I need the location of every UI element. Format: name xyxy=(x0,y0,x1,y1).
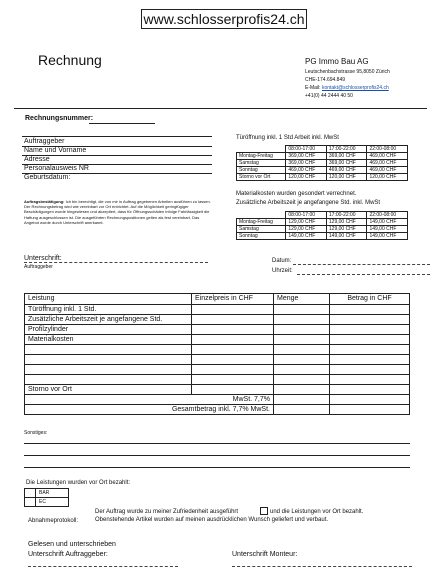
total-label: Gesamtbetrag inkl. 7,7% MwSt. xyxy=(25,405,274,415)
rate-label: Montag-Freitag xyxy=(237,219,286,226)
rate-header-row xyxy=(237,146,408,153)
item-label xyxy=(25,345,192,355)
satisfaction-checkbox[interactable] xyxy=(260,507,268,515)
rate-value: 149,00 CHF xyxy=(326,233,367,240)
rates-additional-table xyxy=(236,211,408,240)
rate-row xyxy=(237,153,408,160)
rate-value: 149,00 CHF xyxy=(367,233,408,240)
items-table xyxy=(24,293,410,415)
rate-value: 469,00 CHF xyxy=(326,167,367,174)
company-address: Leutschenbachstrasse 95,8050 Zürich xyxy=(305,69,390,75)
table-row[interactable] xyxy=(25,345,410,355)
header-divider xyxy=(14,108,427,109)
header-leistung: Leistung xyxy=(25,294,192,305)
rate-label: Samstag xyxy=(237,226,286,233)
rate-value: 129,00 CHF xyxy=(326,226,367,233)
rate-value: 369,00 CHF xyxy=(326,153,367,160)
date-label: Datum: xyxy=(272,258,292,264)
rate-label: Sonntag xyxy=(237,167,286,174)
rate-label: Samstag xyxy=(237,160,286,167)
notes-line[interactable] xyxy=(24,467,410,468)
table-row[interactable] xyxy=(25,355,410,365)
rate-value: 149,00 CHF xyxy=(367,219,408,226)
rate-value: 120,00 CHF xyxy=(286,174,327,181)
table-row[interactable] xyxy=(25,385,410,395)
rate-col: 17:00-22:00 xyxy=(326,146,367,153)
rate-value: 469,00 CHF xyxy=(367,160,408,167)
terms-text: Ich bin berechtigt, die von mir in Auftrag gegebenen Arbeiten ausführen zu lassen. Der Rechnungsbetrag wird wie vereinbart vor Ort entrichtet. Auf die Möglichkeit geringfügiger Beschädigungen wurde hingewiesen und akzeptiert, dass für Öffnungsschäden infolge Fahrlässigkeit die Haftung ausgeschlossen ist. Die ausgeführten Rechnungspositionen gelten als fest vereinbart. Das Angebot wurde durch Unterschrift anerkannt. xyxy=(24,199,211,225)
payment-option-bar[interactable]: BAR xyxy=(39,490,50,496)
signature-label: Unterschrift: xyxy=(24,255,62,262)
invoice-number-label: Rechnungsnummer: xyxy=(25,115,94,122)
item-label: Türöffnung inkl. 1 Std. xyxy=(25,305,192,315)
website-banner xyxy=(141,9,307,29)
client-sign-field[interactable] xyxy=(28,566,178,567)
terms-block xyxy=(24,199,212,225)
rate-row xyxy=(237,219,408,226)
notes-line[interactable] xyxy=(24,455,410,456)
rate-value: 469,00 CHF xyxy=(367,153,408,160)
rate-row xyxy=(237,233,408,240)
item-label xyxy=(25,365,192,375)
client-field-id[interactable]: Personalausweis NR xyxy=(24,165,89,172)
items-header-row xyxy=(25,294,410,305)
page-title: Rechnung xyxy=(38,52,102,68)
read-signed-label: Gelesen und unterschrieben xyxy=(28,541,116,548)
signature-field[interactable] xyxy=(24,262,208,263)
rate-value: 149,00 CHF xyxy=(367,226,408,233)
rates-opening-title: Türöffnung inkl. 1 Std Arbeit inkl. MwSt xyxy=(236,135,339,141)
fitter-sign-label: Unterschrift Monteur: xyxy=(232,551,298,558)
time-field[interactable] xyxy=(297,274,430,275)
table-row[interactable] xyxy=(25,335,410,345)
rate-header-row xyxy=(237,212,408,219)
item-label xyxy=(25,355,192,365)
rate-value: 129,00 CHF xyxy=(286,219,327,226)
item-label: Zusätzliche Arbeitszeit je angefangene Std. xyxy=(25,315,192,325)
rate-row xyxy=(237,160,408,167)
table-row[interactable] xyxy=(25,365,410,375)
client-sign-label: Unterschrift Auftraggeber: xyxy=(28,551,108,558)
rates-opening-table xyxy=(236,145,408,181)
vat-row xyxy=(25,395,410,405)
company-block xyxy=(305,57,430,99)
rate-value: 369,00 CHF xyxy=(286,153,327,160)
rate-label: Sonntag xyxy=(237,233,286,240)
notes-label: Sonstiges: xyxy=(24,430,48,436)
rate-label: Storno vor Ort xyxy=(237,174,286,181)
rate-col: 17:00-22:00 xyxy=(326,212,367,219)
date-field[interactable] xyxy=(293,264,430,265)
rate-row xyxy=(237,167,408,174)
time-label: Uhrzeit: xyxy=(272,268,293,274)
rates-additional-title: Zusätzliche Arbeitszeit je angefangene Std. inkl. MwSt xyxy=(236,200,381,206)
vat-amount[interactable] xyxy=(330,395,410,405)
item-label: Materialkosten xyxy=(25,335,192,345)
item-label: Profilzylinder xyxy=(25,325,192,335)
rate-row xyxy=(237,174,408,181)
rate-row xyxy=(237,226,408,233)
website-url: www.schlosserprofis24.ch xyxy=(143,11,305,27)
total-amount[interactable] xyxy=(330,405,410,415)
rate-value: 149,00 CHF xyxy=(286,233,327,240)
table-row[interactable] xyxy=(25,305,410,315)
payment-options xyxy=(24,488,69,507)
protocol-line1 xyxy=(95,509,238,516)
rate-col: 08:00-17:00 xyxy=(286,212,327,219)
rate-value: 369,00 CHF xyxy=(326,160,367,167)
company-name: PG Immo Bau AG xyxy=(305,57,369,66)
invoice-number-field[interactable] xyxy=(89,123,155,124)
header-betrag: Betrag in CHF xyxy=(330,294,410,305)
company-email-link[interactable]: kontakt@schlosserprofis24.ch xyxy=(321,85,389,91)
payment-option-ec[interactable]: EC xyxy=(39,499,46,505)
table-row[interactable] xyxy=(25,315,410,325)
notes-line[interactable] xyxy=(24,443,410,444)
rate-value: 120,00 CHF xyxy=(367,174,408,181)
rate-value: 469,00 CHF xyxy=(286,167,327,174)
table-row[interactable] xyxy=(25,325,410,335)
client-field-address[interactable]: Adresse xyxy=(24,156,50,163)
client-field-name[interactable]: Name und Vorname xyxy=(24,147,87,154)
protocol-text-a: Der Auftrag wurde zu meiner Zufriedenheit ausgeführt xyxy=(95,509,239,515)
rate-label: Montag-Freitag xyxy=(237,153,286,160)
rate-value: 469,00 CHF xyxy=(367,167,408,174)
client-field-auftraggeber[interactable]: Auftraggeber xyxy=(24,138,65,145)
protocol-label: Abnahmeprotokoll: xyxy=(28,518,79,524)
protocol-text-b: und die Leistungen vor Ort bezahlt. xyxy=(270,509,364,515)
protocol-line2: Obenstehende Artikel wurden auf meinen ausdrücklichen Wunsch geliefert und verbaut. xyxy=(95,517,329,523)
rate-value: 120,00 CHF xyxy=(326,174,367,181)
rate-col: 22:00-08:00 xyxy=(367,212,408,219)
fitter-sign-field[interactable] xyxy=(232,566,412,567)
rate-col: 22:00-08:00 xyxy=(367,146,408,153)
header-menge: Menge xyxy=(274,294,330,305)
table-row[interactable] xyxy=(25,375,410,385)
item-label: Storno vor Ort xyxy=(25,385,192,395)
company-uid: CHE-174.694.849 xyxy=(305,77,346,83)
item-label xyxy=(25,375,192,385)
signature-sublabel: Auftraggeber xyxy=(24,264,53,270)
header-einzelpreis: Einzelpreis in CHF xyxy=(192,294,274,305)
total-row xyxy=(25,405,410,415)
rate-value: 129,00 CHF xyxy=(326,219,367,226)
terms-label: Auftragsbestätigung: xyxy=(24,199,65,204)
vat-label: MwSt. 7,7% xyxy=(25,395,274,405)
email-label: E-Mail: xyxy=(305,85,322,91)
rate-value: 369,00 CHF xyxy=(286,160,327,167)
material-note: Materialkosten wurden gesondert verrechnet. xyxy=(236,191,357,197)
payment-label: Die Leistungen wurden vor Ort bezahlt: xyxy=(26,480,131,486)
rate-col: 08:00-17:00 xyxy=(286,146,327,153)
company-phone: +41(0) 44 2444 40 50 xyxy=(305,93,353,99)
client-field-birthdate[interactable]: Geburtsdatum: xyxy=(24,174,71,181)
rate-value: 129,00 CHF xyxy=(286,226,327,233)
